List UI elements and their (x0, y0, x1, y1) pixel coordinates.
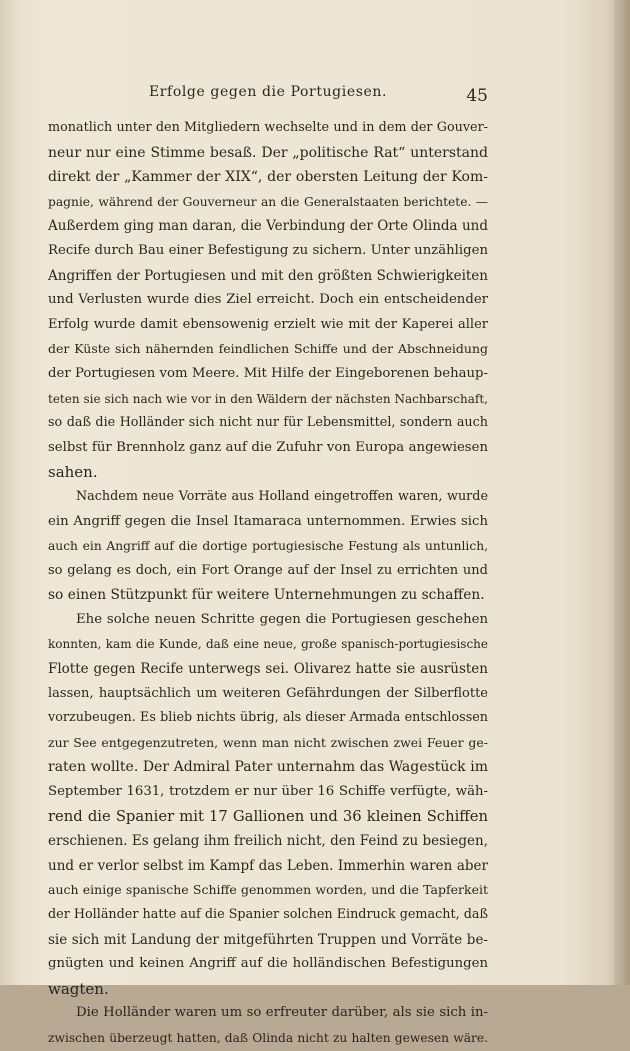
text-line: direkt der „Kammer der XIX“, der obersten Leitung der Kom- (48, 169, 488, 186)
text-line: sahen. (48, 463, 98, 482)
text-line: neur nur eine Stimme besaß. Der „politische Rat“ unterstand (48, 144, 488, 161)
text-line: der Küste sich nähernden feindlichen Schiffe und der Abschneidung (48, 341, 488, 357)
running-head (48, 84, 488, 108)
text-line: so gelang es doch, ein Fort Orange auf der Insel zu errichten und (48, 562, 488, 578)
text-line: Angriffen der Portugiesen und mit den größten Schwierigkeiten (48, 267, 488, 284)
text-line: Nachdem neue Vorräte aus Holland eingetroffen waren, wurde (76, 488, 488, 504)
text-line: Außerdem ging man daran, die Verbindung der Orte Olinda und (48, 218, 488, 235)
text-line: vorzubeugen. Es blieb nichts übrig, als dieser Armada entschlossen (48, 710, 488, 726)
text-line: wagten. (48, 979, 109, 998)
text-line: konnten, kam die Kunde, daß eine neue, große spanisch-portugiesische (48, 637, 488, 652)
page-number: 45 (466, 86, 488, 106)
text-line: und er verlor selbst im Kampf das Leben. Immerhin waren aber (48, 857, 488, 874)
text-line: Ehe solche neuen Schritte gegen die Portugiesen geschehen (76, 611, 488, 627)
text-line: lassen, hauptsächlich um weiteren Gefährdungen der Silberflotte (48, 685, 488, 701)
text-line: auch einige spanische Schiffe genommen worden, und die Tapferkeit (48, 882, 488, 898)
running-head-title: Erfolge gegen die Portugiesen. (148, 84, 388, 100)
text-line: selbst für Brennholz ganz auf die Zufuhr von Europa angewiesen (48, 439, 488, 455)
text-line: Recife durch Bau einer Befestigung zu sichern. Unter unzähligen (48, 242, 488, 258)
text-line: Erfolg wurde damit ebensowenig erzielt wie mit der Kaperei aller (48, 316, 488, 332)
text-line: der Holländer hatte auf die Spanier solchen Eindruck gemacht, daß (48, 907, 488, 922)
text-line: der Portugiesen vom Meere. Mit Hilfe der Eingeborenen behaup- (48, 365, 488, 381)
text-line: gnügten und keinen Angriff auf die holländischen Befestigungen (48, 956, 488, 972)
text-line: zwischen überzeugt hatten, daß Olinda nicht zu halten gewesen wäre. (48, 1030, 488, 1045)
text-line: pagnie, während der Gouverneur an die Generalstaaten berichtete. — (48, 194, 488, 209)
text-line: rend die Spanier mit 17 Gallionen und 36 kleinen Schiffen (48, 807, 488, 825)
text-line: sie sich mit Landung der mitgeführten Truppen und Vorräte be- (48, 931, 488, 948)
text-line: Die Holländer waren um so erfreuter darüber, als sie sich in- (76, 1005, 488, 1021)
text-line: so einen Stützpunkt für weitere Unternehmungen zu schaffen. (48, 587, 485, 604)
text-line: raten wollte. Der Admiral Pater unternahm das Wagestück im (48, 759, 488, 776)
page-edge-shadow (614, 0, 630, 985)
text-line: September 1631, trotzdem er nur über 16 Schiffe verfügte, wäh- (48, 784, 488, 800)
text-line: erschienen. Es gelang ihm freilich nicht, den Feind zu besiegen, (48, 833, 488, 850)
body-text (48, 116, 488, 1051)
text-line: monatlich unter den Mitgliedern wechselte und in dem der Gouver- (48, 120, 488, 135)
text-line: auch ein Angriff auf die dortige portugiesische Festung als untunlich, (48, 539, 488, 554)
text-line: Flotte gegen Recife unterwegs sei. Olivarez hatte sie ausrüsten (48, 661, 488, 678)
text-line: so daß die Holländer sich nicht nur für Lebensmittel, sondern auch (48, 415, 488, 431)
text-line: ein Angriff gegen die Insel Itamaraca unternommen. Erwies sich (48, 513, 488, 529)
text-line: und Verlusten wurde dies Ziel erreicht. Doch ein entscheidender (48, 292, 488, 308)
text-line: zur See entgegenzutreten, wenn man nicht zwischen zwei Feuer ge- (48, 734, 488, 750)
text-line: teten sie sich nach wie vor in den Wäldern der nächsten Nachbarschaft, (48, 391, 488, 406)
